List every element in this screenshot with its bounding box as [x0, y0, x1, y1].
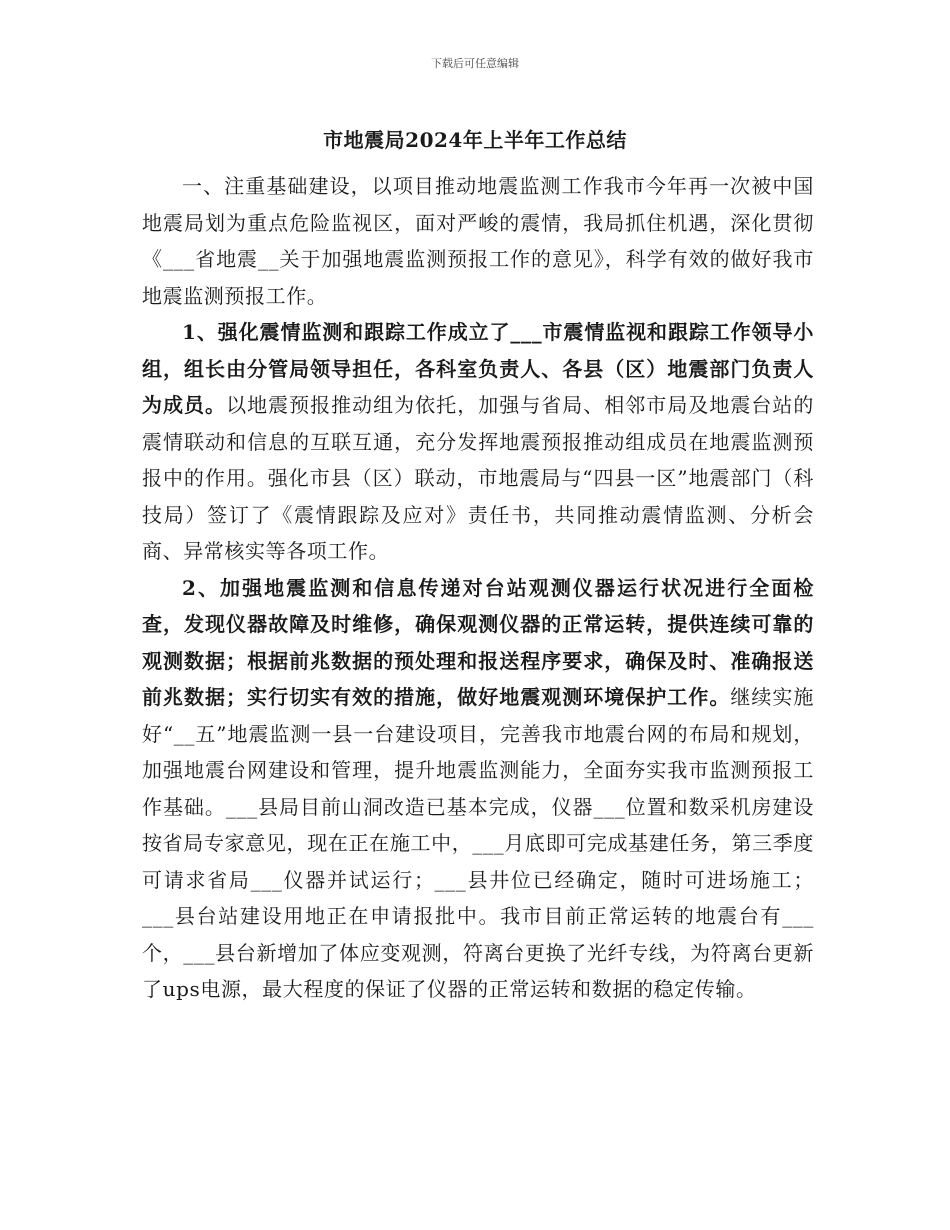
document-title: 市地震局2024年上半年工作总结 [323, 128, 627, 152]
paragraph-3-lead: 2、加强地震监测和信息传递对台站观测仪器运行状况进行全面检查，发现仪器故障及时维修，确保观测仪器的正常运转，提供连续可靠的观测数据；根据前兆数据的预处理和报送程序要求，确保及时、准确报送前兆数据；实行切实有效的措施，做好地震观测环境保护工作。 [142, 575, 814, 709]
paragraph-1-text: 一、注重基础建设，以项目推动地震监测工作我市今年再一次被中国地震局划为重点危险监视区，面对严峻的震情，我局抓住机遇，深化贯彻《___省地震__关于加强地震监测预报工作的意见》，科学有效的做好我市地震监测预报工作。 [142, 174, 814, 308]
document-body [142, 168, 814, 1008]
paragraph-2-text: 以地震预报推动组为依托，加强与省局、相邻市局及地震台站的震情联动和信息的互联互通，充分发挥地震预报推动组成员在地震监测预报中的作用。强化市县（区）联动，市地震局与“四县一区”地震部门（科技局）签订了《震情跟踪及应对》责任书，共同推动震情监测、分析会商、异常核实等各项工作。 [142, 393, 814, 563]
paragraph-3 [142, 570, 814, 1008]
paragraph-2-lead: 1、强化震情监测和跟踪工作成立了___市震情监视和跟踪工作领导小组，组长由分管局领导担任，各科室负责人、各县（区）地震部门负责人为成员。 [142, 320, 814, 417]
paragraph-3-text: 继续实施好“__五”地震监测一县一台建设项目，完善我市地震台网的布局和规划，加强地震台网建设和管理，提升地震监测能力，全面夯实我市监测预报工作基础。___县局目前山洞改造已基本完成，仪器___位置和数采机房建设按省局专家意见，现在正在施工中，___月底即可完成基建任务，第三季度可请求省局___仪器并试运行；___县井位已经确定，随时可进场施工；___县台站建设用地正在申请报批中。我市目前正常运转的地震台有___个，___县台新增加了体应变观测，符离台更换了光纤专线，为符离台更新了ups电源，最大程度的保证了仪器的正常运转和数据的稳定传输。 [142, 685, 814, 1001]
paragraph-2 [142, 314, 814, 570]
paragraph-1 [142, 168, 814, 314]
page-header-note: 下载后可任意编辑 [431, 57, 519, 70]
